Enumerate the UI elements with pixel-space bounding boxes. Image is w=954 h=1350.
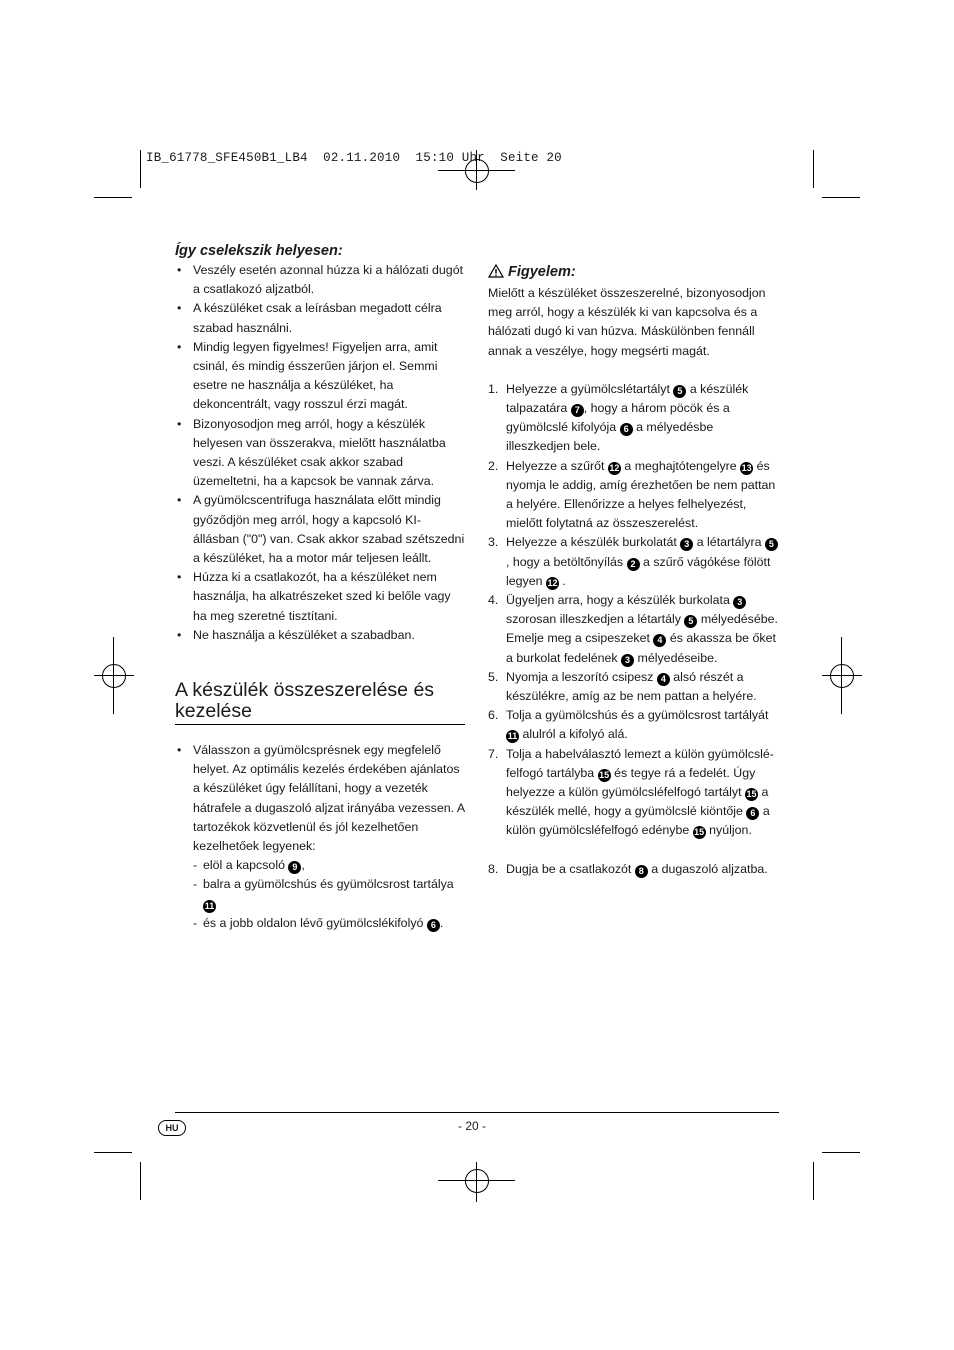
step-text: a mélyedésbe illeszkedjen bele. bbox=[506, 420, 714, 454]
step-text: Tolja a gyümölcshús és a gyümölcsrost tartályát bbox=[506, 708, 769, 723]
part-number: 9 bbox=[288, 861, 301, 874]
list-item bbox=[488, 380, 780, 457]
crop-mark bbox=[140, 1162, 141, 1200]
list-item bbox=[488, 457, 780, 534]
step-text: Tolja a habelválasztó lemezt a külön gyümölcsléfelfogó tartályba bbox=[506, 746, 774, 780]
step-text: a készülék talpazatára bbox=[506, 381, 749, 416]
part-number: 15 bbox=[746, 789, 757, 800]
part-number: 3 bbox=[621, 654, 634, 667]
part-number: 13 bbox=[741, 462, 752, 473]
step-text: a külön gyümölcsléfelfogó edénybe bbox=[506, 804, 770, 838]
list-item: • Veszély esetén azonnal húzza ki a hálózati dugót a csatlakozó aljzatból. bbox=[175, 261, 467, 299]
part-number: 8 bbox=[635, 865, 648, 878]
part-number: 15 bbox=[694, 827, 705, 838]
part-number: 7 bbox=[571, 404, 584, 417]
right-column bbox=[488, 262, 780, 879]
list-item bbox=[488, 533, 780, 591]
step-text: nyúljon. bbox=[709, 823, 752, 838]
section-heading: Így cselekszik helyesen: bbox=[175, 243, 343, 259]
step-text: a készülék mellé, hogy a gyümölcslé kiöntője bbox=[506, 785, 769, 819]
step-number: 8. bbox=[488, 861, 499, 876]
language-badge: HU bbox=[158, 1120, 186, 1136]
step-text: és akassza be őket a burkolat fedelének bbox=[506, 631, 776, 665]
list-item bbox=[193, 856, 467, 875]
list-item: • Húzza ki a csatlakozót, ha a készüléket nem használja, ha alkatrészeket szed ki belőle vagy ha meg szeretné tisztítani. bbox=[175, 568, 467, 626]
part-number: 6 bbox=[427, 919, 440, 932]
item-text: és a jobb oldalon lévő gyümölcslékifolyó bbox=[203, 915, 424, 930]
list-item bbox=[488, 860, 780, 879]
step-text: a létartályra bbox=[696, 535, 762, 550]
step-text: . bbox=[562, 573, 566, 588]
item-text: elöl a kapcsoló bbox=[203, 858, 285, 873]
assembly-steps bbox=[488, 380, 780, 879]
step-number: 4. bbox=[488, 593, 499, 608]
part-number: 5 bbox=[673, 385, 686, 398]
print-header: IB_61778_SFE450B1_LB4 02.11.2010 15:10 Uhr Seite 20 bbox=[146, 151, 562, 165]
part-number: 11 bbox=[204, 900, 215, 911]
step-text: mélyedéseibe. bbox=[637, 650, 718, 665]
list-item bbox=[488, 745, 780, 841]
part-number: 6 bbox=[746, 807, 759, 820]
step-number: 6. bbox=[488, 708, 499, 723]
crop-mark bbox=[822, 197, 860, 198]
part-number: 2 bbox=[627, 558, 640, 571]
list-item bbox=[175, 741, 467, 933]
list-item bbox=[488, 706, 780, 744]
list-item: • Bizonyosodjon meg arról, hogy a készülék helyesen van összerakva, mielőtt használatba veszi. A készüléket csak akkor szabad üzemeltetni, ha a kapcsok be vannak zárva. bbox=[175, 415, 467, 492]
crop-mark bbox=[140, 150, 141, 188]
left-column bbox=[175, 241, 467, 645]
crop-mark bbox=[822, 1152, 860, 1153]
registration-circle bbox=[830, 664, 854, 688]
crop-mark bbox=[813, 150, 814, 188]
item-text: . bbox=[439, 915, 444, 930]
step-text: mélyedésébe. Emelje meg a csipeszeket bbox=[506, 612, 778, 646]
warning-icon bbox=[488, 264, 504, 284]
step-number: 3. bbox=[488, 535, 499, 550]
step-text: a dugaszoló aljzatba. bbox=[651, 861, 768, 876]
list-item: • A gyümölcscentrifuga használata előtt mindig győződjön meg arról, hogy a kapcsoló KI-állásban ("0") van. Csak akkor szabad szétszedni a készüléket, ha a motor már teljesen leállt. bbox=[175, 491, 467, 568]
step-text: a szűrő vágókése fölött legyen bbox=[506, 554, 771, 588]
list-item: • Mindig legyen figyelmes! Figyeljen arra, amit csinál, és mindig ésszerűen járjon el. Semmi esetre ne használja a készüléket, ha dekoncentrált, vagy rosszul érzi magát. bbox=[175, 338, 467, 415]
accessory-list bbox=[193, 856, 467, 933]
part-number: 12 bbox=[547, 577, 558, 588]
step-text: Helyezze a készülék burkolatát bbox=[506, 535, 677, 550]
warning-heading bbox=[488, 262, 780, 284]
registration-circle bbox=[465, 1169, 489, 1193]
step-text: Ügyeljen arra, hogy a készülék burkolata bbox=[506, 593, 730, 608]
part-number: 4 bbox=[653, 634, 666, 647]
part-number: 4 bbox=[657, 673, 670, 686]
step-text: a meghajtótengelyre bbox=[624, 458, 737, 473]
part-number: 11 bbox=[507, 731, 518, 742]
list-item bbox=[488, 668, 780, 706]
crop-mark bbox=[94, 197, 132, 198]
step-text: és nyomja le addig, amíg érezhetően be nem pattan a helyére. Ellenőrizze a helyes felhelyezést, mielőtt folytatná az összeszerelést. bbox=[506, 458, 776, 531]
part-number: 12 bbox=[609, 462, 620, 473]
item-text: , bbox=[301, 858, 305, 873]
setup-section bbox=[175, 741, 467, 933]
list-item bbox=[193, 914, 467, 933]
list-item bbox=[193, 875, 467, 913]
step-text: , hogy a három pöcök és a gyümölcslé kifolyója bbox=[506, 401, 730, 435]
item-text: balra a gyümölcshús és gyümölcsrost tartálya bbox=[203, 877, 454, 892]
step-text: Helyezze a gyümölcslétartályt bbox=[506, 381, 670, 396]
part-number: 3 bbox=[733, 596, 746, 609]
list-item bbox=[488, 591, 780, 668]
page-number: - 20 - bbox=[458, 1119, 487, 1133]
step-text: szorosan illeszkedjen a létartály bbox=[506, 612, 681, 627]
page-title: A készülék összeszerelése és kezelése bbox=[175, 680, 465, 725]
warning-heading-text: Figyelem: bbox=[508, 264, 576, 280]
safety-list bbox=[175, 261, 467, 645]
list-item: • A készüléket csak a leírásban megadott célra szabad használni. bbox=[175, 299, 467, 337]
step-number: 2. bbox=[488, 458, 499, 473]
crop-mark bbox=[94, 1152, 132, 1153]
step-text: Nyomja a leszorító csipesz bbox=[506, 669, 654, 684]
registration-circle bbox=[102, 664, 126, 688]
part-number: 5 bbox=[765, 538, 778, 551]
part-number: 5 bbox=[684, 615, 697, 628]
step-text: alsó részét a készülékre, amíg az be nem pattan a helyére. bbox=[506, 669, 757, 704]
crop-mark bbox=[813, 1162, 814, 1200]
list-item: • Ne használja a készüléket a szabadban. bbox=[175, 626, 467, 645]
step-number: 1. bbox=[488, 381, 499, 396]
step-text: Helyezze a szűrőt bbox=[506, 458, 605, 473]
step-text: és tegye rá a fedelét. Úgy helyezze a külön gyümölcsléfelfogó tartályt bbox=[506, 765, 756, 800]
part-number: 15 bbox=[599, 769, 610, 780]
footer-rule bbox=[175, 1112, 779, 1113]
setup-list bbox=[175, 741, 467, 933]
step-text: alulról a kifolyó alá. bbox=[522, 727, 628, 742]
part-number: 3 bbox=[680, 538, 693, 551]
part-number: 6 bbox=[620, 423, 633, 436]
step-text: Dugja be a csatlakozót bbox=[506, 861, 632, 876]
step-number: 7. bbox=[488, 746, 499, 761]
step-text: , hogy a betöltőnyílás bbox=[506, 554, 624, 569]
warning-text: Mielőtt a készüléket összeszerelné, bizonyosodjon meg arról, hogy a készülék ki van kapcsolva és a hálózati dugó ki van húzva. Máskülönben fennáll annak a veszélye, hogy megsérti magát. bbox=[488, 286, 766, 358]
list-item-text: Válasszon a gyümölcsprésnek egy megfelelő helyet. Az optimális kezelés érdekében ajánlatos a készüléket úgy felállítani, hogy a vezeték hátrafele a dugaszoló aljzat irányába vezessen. A tartozékok közvetlenül és jól kezelhetően kezelhetőek legyenek: bbox=[193, 743, 465, 854]
step-number: 5. bbox=[488, 669, 499, 684]
